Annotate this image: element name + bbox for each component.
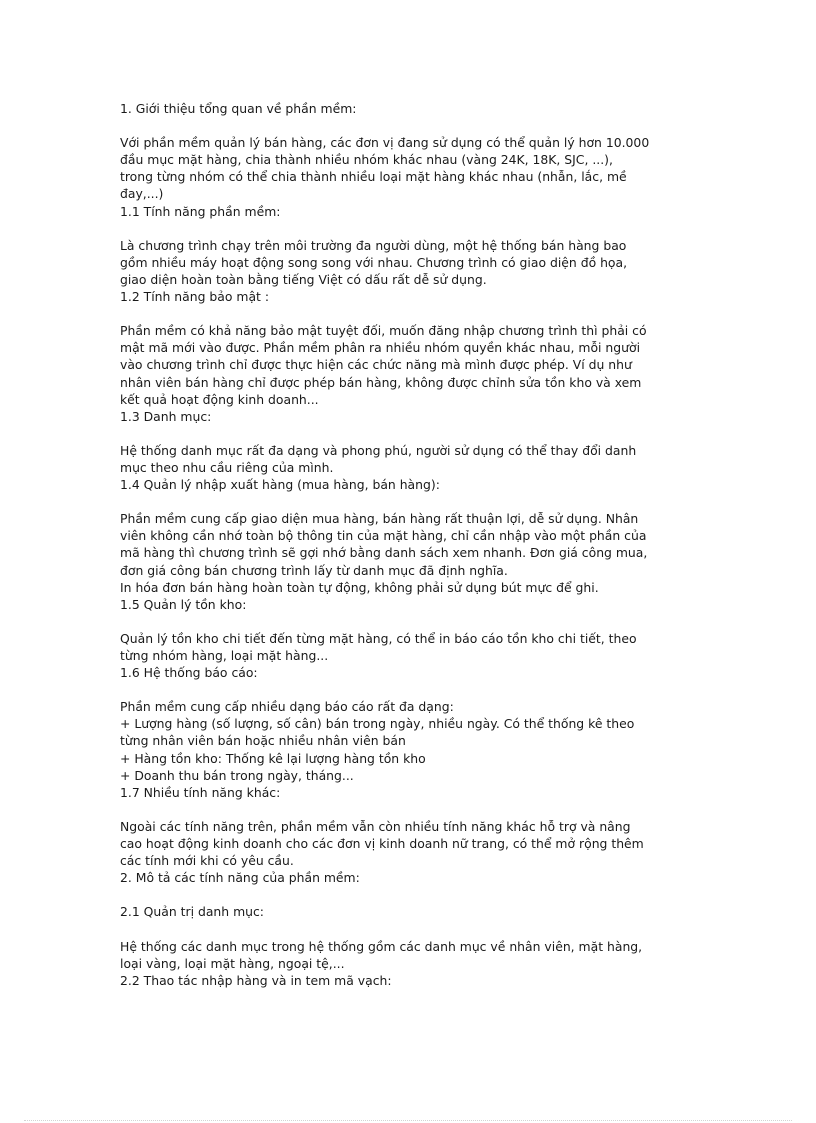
text-line: Quản lý tồn kho chi tiết đến từng mặt hàng, có thể in báo cáo tồn kho chi tiết, theo [120, 630, 637, 646]
text-line: 1.6 Hệ thống báo cáo: [120, 665, 258, 681]
text-line: Hệ thống danh mục rất đa dạng và phong phú, người sử dụng có thể thay đổi danh [120, 442, 637, 458]
page-bottom-rule [24, 1120, 792, 1121]
text-line: Ngoài các tính năng trên, phần mềm vẫn còn nhiều tính năng khác hỗ trợ và nâng [120, 818, 631, 834]
text-line: đầu mục mặt hàng, chia thành nhiều nhóm khác nhau (vàng 24K, 18K, SJC, ...), [120, 152, 613, 168]
text-line: loại vàng, loại mặt hàng, ngoại tệ,... [120, 955, 345, 971]
text-line: viên không cần nhớ toàn bộ thông tin của mặt hàng, chỉ cần nhập vào một phần của [120, 528, 647, 544]
blank-line [120, 117, 705, 134]
text-line: 1.2 Tính năng bảo mật : [120, 289, 270, 305]
blank-line [120, 493, 705, 510]
blank-line [120, 220, 705, 237]
text-line: Phần mềm có khả năng bảo mật tuyệt đối, muốn đăng nhập chương trình thì phải có [120, 323, 647, 339]
blank-line [120, 305, 705, 322]
text-line: mã hàng thì chương trình sẽ gợi nhớ bằng danh sách xem nhanh. Đơn giá công mua, [120, 545, 648, 561]
text-line: cao hoạt động kinh doanh cho các đơn vị kinh doanh nữ trang, có thể mở rộng thêm [120, 836, 644, 852]
blank-line [120, 921, 705, 938]
text-line: 1.5 Quản lý tồn kho: [120, 596, 247, 612]
text-line: gồm nhiều máy hoạt động song song với nhau. Chương trình có giao diện đồ họa, [120, 254, 628, 270]
text-line: vào chương trình chỉ được thực hiện các chức năng mà mình được phép. Ví dụ như [120, 357, 632, 373]
text-line: + Lượng hàng (số lượng, số cân) bán trong ngày, nhiều ngày. Có thể thống kê theo [120, 716, 635, 732]
text-line: các tính mới khi có yêu cầu. [120, 853, 294, 869]
text-line: Hệ thống các danh mục trong hệ thống gồm các danh mục về nhân viên, mặt hàng, [120, 938, 643, 954]
text-line: 1.3 Danh mục: [120, 408, 212, 424]
text-line: Phần mềm cung cấp nhiều dạng báo cáo rất đa dạng: [120, 699, 454, 715]
text-line: nhân viên bán hàng chỉ được phép bán hàng, không được chỉnh sửa tồn kho và xem [120, 374, 642, 390]
text-line: + Doanh thu bán trong ngày, tháng... [120, 767, 354, 783]
text-line: giao diện hoàn toàn bằng tiếng Việt có dấu rất dễ sử dụng. [120, 271, 487, 287]
document-body [120, 100, 705, 989]
text-line: 2.1 Quản trị danh mục: [120, 904, 264, 920]
text-line: 2. Mô tả các tính năng của phần mềm: [120, 870, 360, 886]
blank-line [120, 886, 705, 903]
text-line: Là chương trình chạy trên môi trường đa người dùng, một hệ thống bán hàng bao [120, 237, 627, 253]
text-line: 2.2 Thao tác nhập hàng và in tem mã vạch: [120, 972, 392, 988]
text-line: In hóa đơn bán hàng hoàn toàn tự động, không phải sử dụng bút mực để ghi. [120, 579, 599, 595]
text-line: + Hàng tồn kho: Thống kê lại lượng hàng tồn kho [120, 750, 426, 766]
text-line: 1.1 Tính năng phần mềm: [120, 203, 281, 219]
text-line: Phần mềm cung cấp giao diện mua hàng, bán hàng rất thuận lợi, dễ sử dụng. Nhân [120, 511, 639, 527]
text-line: đơn giá công bán chương trình lấy từ danh mục đã định nghĩa. [120, 562, 508, 578]
text-line: từng nhóm hàng, loại mặt hàng... [120, 648, 329, 663]
blank-line [120, 801, 705, 818]
blank-line [120, 681, 705, 698]
blank-line [120, 425, 705, 442]
text-line: 1.7 Nhiều tính năng khác: [120, 784, 281, 800]
text-line: 1.4 Quản lý nhập xuất hàng (mua hàng, bán hàng): [120, 477, 440, 493]
text-line: mật mã mới vào được. Phần mềm phân ra nhiều nhóm quyền khác nhau, mỗi người [120, 340, 641, 356]
text-line: từng nhân viên bán hoặc nhiều nhân viên bán [120, 733, 406, 749]
text-line: đay,...) [120, 186, 164, 202]
text-line: Với phần mềm quản lý bán hàng, các đơn vị đang sử dụng có thể quản lý hơn 10.000 [120, 135, 650, 151]
blank-line [120, 613, 705, 630]
text-line: trong từng nhóm có thể chia thành nhiều loại mặt hàng khác nhau (nhẫn, lắc, mề [120, 169, 627, 185]
text-line: mục theo nhu cầu riêng của mình. [120, 459, 334, 475]
text-line: 1. Giới thiệu tổng quan về phần mềm: [120, 101, 357, 116]
text-line: kết quả hoạt động kinh doanh... [120, 391, 319, 407]
